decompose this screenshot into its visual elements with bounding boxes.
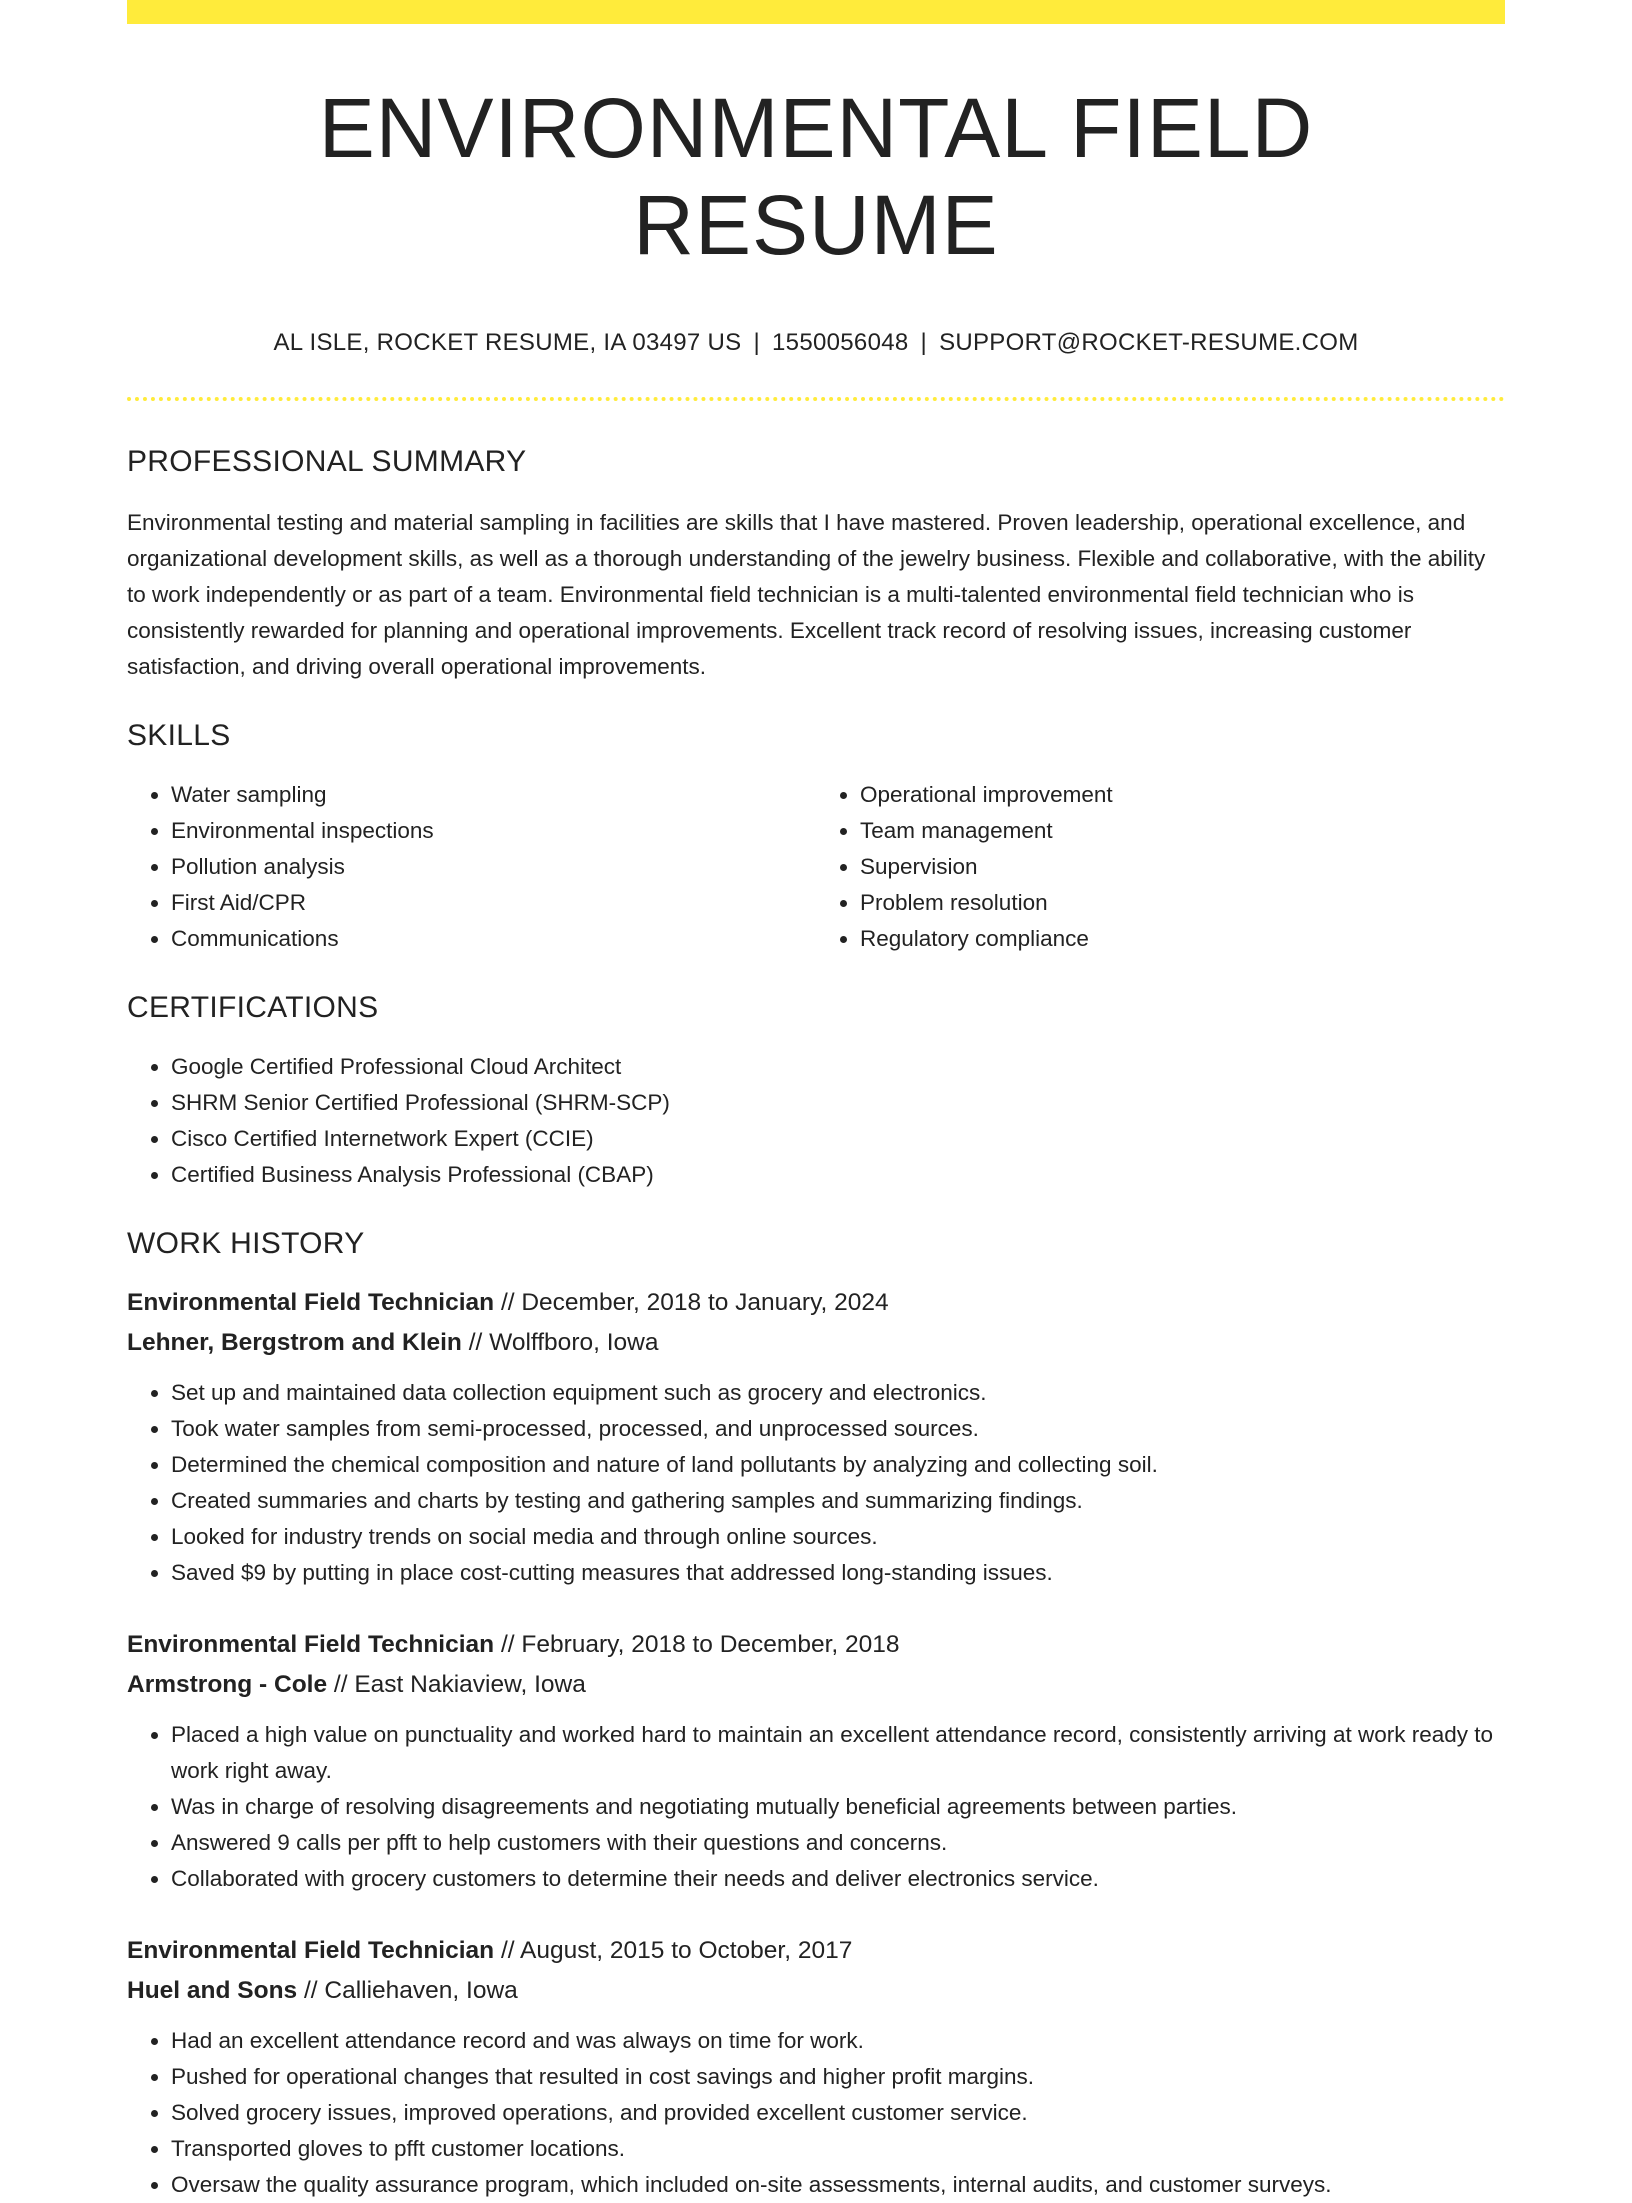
- job-bullets: [127, 1375, 1505, 1591]
- job-bullet: • Answered 9 calls per pfft to help customers with their questions and concerns.: [171, 1825, 1505, 1861]
- job-bullet: • Took water samples from semi-processed, processed, and unprocessed sources.: [171, 1411, 1505, 1447]
- job-entry: [127, 1283, 1505, 1591]
- skill-item: • Problem resolution: [860, 885, 1505, 921]
- job-bullet: • Solved grocery issues, improved operations, and provided excellent customer service.: [171, 2095, 1505, 2131]
- summary-text: Environmental testing and material sampling in facilities are skills that I have mastered. Proven leadership, operational excellence, and organizational development skills, as well as a thorough understanding of the jewelry business. Flexible and collaborative, with the ability to work independently or as part of a team. Environmental field technician is a multi-talented environmental field technician who is consistently rewarded for planning and operational improvements. Excellent track record of resolving issues, increasing customer satisfaction, and driving overall operational improvements.: [127, 510, 1486, 680]
- summary-heading: PROFESSIONAL SUMMARY: [127, 445, 527, 479]
- certification-item: • Cisco Certified Internetwork Expert (CCIE): [171, 1121, 1505, 1157]
- job-role: Environmental Field Technician: [127, 1937, 495, 1965]
- skill-item: • Pollution analysis: [171, 849, 816, 885]
- job-bullet: • Looked for industry trends on social media and through online sources.: [171, 1519, 1505, 1555]
- job-role-line: [127, 1931, 1505, 1971]
- job-bullet: • Placed a high value on punctuality and worked hard to maintain an excellent attendance record, consistently arriving at work ready to work right away.: [171, 1717, 1505, 1789]
- skill-item: • Operational improvement: [860, 777, 1505, 813]
- work-history-heading: WORK HISTORY: [127, 1227, 365, 1261]
- job-dates: // December, 2018 to January, 2024: [500, 1289, 889, 1317]
- job-company-line: [127, 1323, 1505, 1363]
- job-role-line: [127, 1625, 1505, 1665]
- job-company: Lehner, Bergstrom and Klein: [127, 1329, 462, 1357]
- job-bullet: • Created summaries and charts by testing and gathering samples and summarizing findings.: [171, 1483, 1505, 1519]
- job-bullet: • Set up and maintained data collection equipment such as grocery and electronics.: [171, 1375, 1505, 1411]
- skill-item: • Communications: [171, 921, 816, 957]
- dotted-divider: [127, 397, 1505, 401]
- skills-columns: [127, 777, 1505, 957]
- certification-item: • SHRM Senior Certified Professional (SHRM-SCP): [171, 1085, 1505, 1121]
- job-bullet: • Determined the chemical composition and nature of land pollutants by analyzing and collecting soil.: [171, 1447, 1505, 1483]
- job-role-line: [127, 1283, 1505, 1323]
- job-bullet: • Was in charge of resolving disagreements and negotiating mutually beneficial agreements between parties.: [171, 1789, 1505, 1825]
- accent-top-bar: [127, 0, 1505, 24]
- skill-item: • Regulatory compliance: [860, 921, 1505, 957]
- job-entry: [127, 1931, 1505, 2203]
- certifications-heading: CERTIFICATIONS: [127, 991, 379, 1025]
- job-company-line: [127, 1971, 1505, 2011]
- job-bullet: • Had an excellent attendance record and was always on time for work.: [171, 2023, 1505, 2059]
- certification-item: • Certified Business Analysis Professional (CBAP): [171, 1157, 1505, 1193]
- job-location: // Wolffboro, Iowa: [468, 1329, 659, 1357]
- job-bullet: • Oversaw the quality assurance program, which included on-site assessments, internal audits, and customer surveys.: [171, 2167, 1505, 2203]
- skill-item: • Environmental inspections: [171, 813, 816, 849]
- job-company-line: [127, 1665, 1505, 1705]
- job-bullets: [127, 2023, 1505, 2203]
- job-role: Environmental Field Technician: [127, 1631, 495, 1659]
- job-entry: [127, 1625, 1505, 1897]
- skills-list-right: [816, 777, 1505, 957]
- skill-item: • First Aid/CPR: [171, 885, 816, 921]
- job-company: Armstrong - Cole: [127, 1671, 328, 1699]
- skill-item: • Water sampling: [171, 777, 816, 813]
- job-location: // Calliehaven, Iowa: [303, 1977, 518, 2005]
- skill-item: • Supervision: [860, 849, 1505, 885]
- job-company: Huel and Sons: [127, 1977, 298, 2005]
- certification-item: • Google Certified Professional Cloud Architect: [171, 1049, 1505, 1085]
- skill-item: • Team management: [860, 813, 1505, 849]
- job-dates: // August, 2015 to October, 2017: [500, 1937, 853, 1965]
- resume-page: [127, 0, 1505, 2203]
- contact-separator: |: [920, 329, 928, 357]
- job-bullet: • Pushed for operational changes that resulted in cost savings and higher profit margins.: [171, 2059, 1505, 2095]
- resume-title: ENVIRONMENTAL FIELD RESUME: [318, 81, 1314, 272]
- contact-email: SUPPORT@ROCKET-RESUME.COM: [939, 329, 1359, 357]
- job-dates: // February, 2018 to December, 2018: [500, 1631, 900, 1659]
- contact-separator: |: [753, 329, 761, 357]
- skills-list-left: [127, 777, 816, 957]
- contact-address: AL ISLE, ROCKET RESUME, IA 03497 US: [273, 329, 742, 357]
- contact-line: [127, 329, 1505, 357]
- job-bullet: • Collaborated with grocery customers to determine their needs and deliver electronics service.: [171, 1861, 1505, 1897]
- contact-phone: 1550056048: [772, 329, 909, 357]
- job-role: Environmental Field Technician: [127, 1289, 495, 1317]
- skills-heading: SKILLS: [127, 719, 231, 753]
- job-bullet: • Saved $9 by putting in place cost-cutting measures that addressed long-standing issues.: [171, 1555, 1505, 1591]
- certifications-list: [127, 1049, 1505, 1193]
- job-bullets: [127, 1717, 1505, 1897]
- job-bullet: • Transported gloves to pfft customer locations.: [171, 2131, 1505, 2167]
- job-location: // East Nakiaview, Iowa: [333, 1671, 586, 1699]
